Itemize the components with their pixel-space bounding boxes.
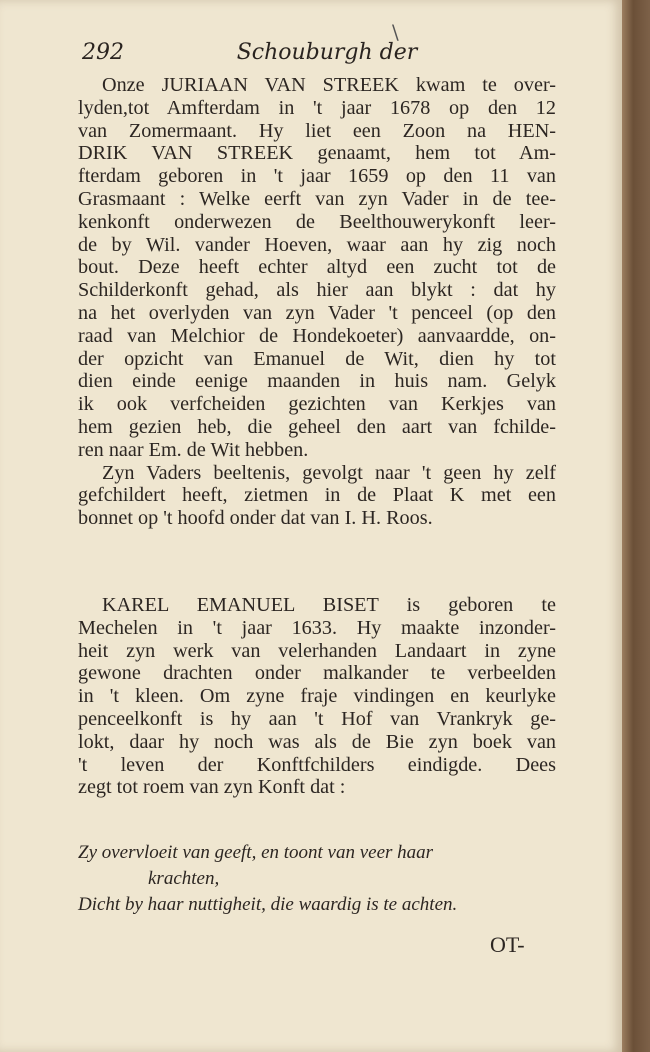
text-line: in 't kleen. Om zyne fraje vindingen en keurlyke <box>78 685 556 708</box>
page-edge <box>622 0 650 1052</box>
text-line: fterdam geboren in 't jaar 1659 op den 11 van <box>78 165 556 188</box>
text-line: de by Wil. vander Hoeven, waar aan hy zig noch <box>78 233 556 256</box>
text-line: 't leven der Konftfchilders eindigde. Dees <box>78 753 556 776</box>
text-line: ik ook verfcheiden gezichten van Kerkjes van <box>78 393 556 416</box>
text-line: gefchildert heeft, zietmen in de Plaat K met een <box>78 484 556 507</box>
verse-line: krachten, <box>148 868 220 889</box>
paragraph-biset <box>78 594 556 799</box>
text-line: Schilderkonft gehad, als hier aan blykt : dat hy <box>78 279 556 302</box>
text-line: kenkonft onderwezen de Beelthouwerykonft leer- <box>78 210 556 233</box>
text-line: DRIK VAN STREEK genaamt, hem tot Am- <box>78 142 556 165</box>
page-number: 292 <box>82 40 124 65</box>
text-line: Grasmaant : Welke eerft van zyn Vader in de tee- <box>78 187 556 210</box>
text-line: van Zomermaant. Hy liet een Zoon na HEN- <box>78 119 556 142</box>
text-line: lyden,tot Amfterdam in 't jaar 1678 op den 12 <box>78 96 556 119</box>
text-line: hem gezien heb, die geheel den aart van fchilde- <box>78 415 556 438</box>
text-line: der opzicht van Emanuel de Wit, dien hy tot <box>78 347 556 370</box>
text-line: ren naar Em. de Wit hebben. <box>78 438 309 461</box>
text-line: Onze JURIAAN VAN STREEK kwam te over- <box>102 74 556 96</box>
text-line: bonnet op 't hoofd onder dat van I. H. Roos. <box>78 507 433 530</box>
page-header <box>82 40 552 74</box>
text-line: bout. Deze heeft echter altyd een zucht tot de <box>78 256 556 279</box>
verse-line: Zy overvloeit van geeft, en toont van veer haar <box>78 842 434 863</box>
text-line: KAREL EMANUEL BISET is geboren te <box>102 594 556 616</box>
verse-quote <box>78 840 556 918</box>
text-line: lokt, daar hy noch was als de Bie zyn boek van <box>78 730 556 753</box>
text-line: dien einde eenige maanden in huis nam. Gelyk <box>78 370 556 393</box>
text-line: gewone drachten onder malkander te verbeelden <box>78 662 556 685</box>
verse-line: Dicht by haar nuttigheit, die waardig is te achten. <box>78 894 458 915</box>
text-line: raad van Melchior de Hondekoeter) aanvaardde, on- <box>78 324 556 347</box>
catchword: OT- <box>490 932 525 957</box>
text-line: Mechelen in 't jaar 1633. Hy maakte inzonder- <box>78 616 556 639</box>
text-line: zegt tot roem van zyn Konft dat : <box>78 776 346 799</box>
text-line: heit zyn werk van velerhanden Landaart in zyne <box>78 639 556 662</box>
text-line: Zyn Vaders beeltenis, gevolgt naar 't geen hy zelf <box>102 461 556 484</box>
running-title: Schouburgh der <box>236 40 418 65</box>
text-line: na het overlyden van zyn Vader 't penceel (op den <box>78 301 556 324</box>
paragraph-van-streek <box>78 74 556 530</box>
ink-mark: \ <box>392 20 399 44</box>
text-line: penceelkonft is hy aan 't Hof van Vrankryk ge- <box>78 707 556 730</box>
